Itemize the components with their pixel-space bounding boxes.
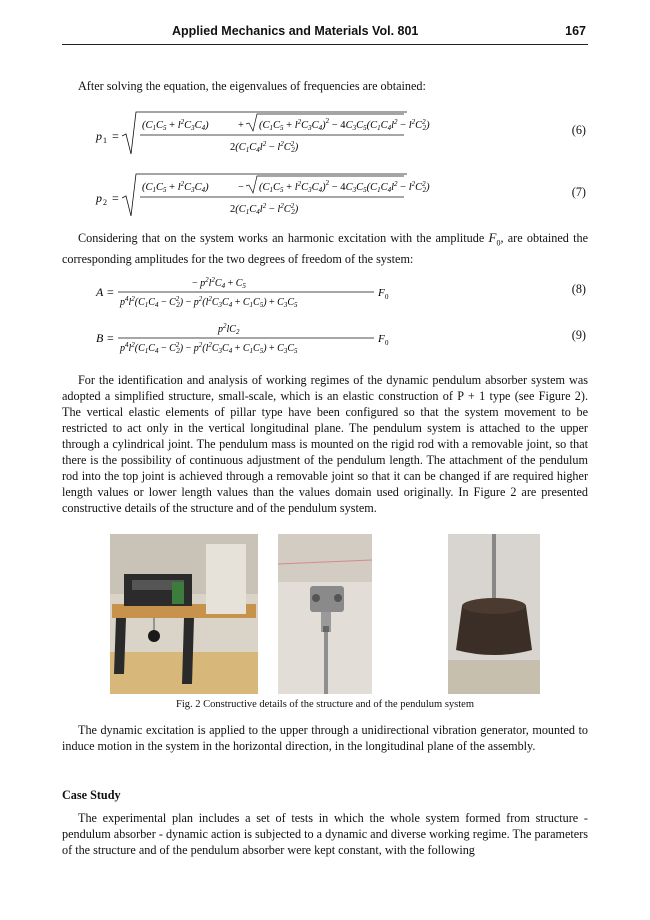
photo-joint xyxy=(278,534,372,694)
equation-6-number: (6) xyxy=(571,123,586,137)
paragraph-dynamic-excitation: The dynamic excitation is applied to the upper through a unidirectional vibration generator, mounted to induce motion in the system in the horizontal direction, in the longitudinal plane of the assembly. xyxy=(62,723,588,753)
svg-text:p4l2(C1C4 − C22) − p2(l2C3C4 +: $p^4l^2(C_1C_4 - C^2$ $2) - p^2(l^2C_3C_4 + C_1C_5) + C_3C_5$ xyxy=(120,341,298,355)
svg-text:0: 0 xyxy=(385,293,389,301)
figure-caption: Fig. 2 Constructive details of the structure and of the pendulum system xyxy=(175,699,475,710)
eq8-lhs: A xyxy=(96,285,104,299)
eq9-lhs: B xyxy=(96,331,104,345)
pendulum-mass-photo-illustration xyxy=(448,534,540,694)
equation-8-formula xyxy=(62,276,482,312)
structure-photo-illustration xyxy=(110,534,258,694)
svg-text:2(C1C4l2 − l2C22): $2(C1C4l^2 - l^2C^2$ 2) xyxy=(230,202,299,216)
paragraph-experimental-plan: The experimental plan includes a set of tests in which the whole system formed from structure - pendulum absorber - dynamic action is subjected to a dynamic and diverse working regime. The parameters of the structure and of the pendulum absorber were kept constant, with the following xyxy=(62,811,588,857)
equation-9-formula xyxy=(62,322,482,358)
svg-text:2: 2 xyxy=(103,198,107,207)
eq6-sign: + xyxy=(238,120,244,131)
svg-text:(C1C5 + l2C3C4): $(C1C5 + l^2C3C4)$ xyxy=(142,180,209,194)
svg-text:2(C1C4l2 − l2C22): $2(C1C4l^2 - l^2C^2$ 2) xyxy=(230,140,299,154)
svg-text:=: = xyxy=(112,191,119,205)
paragraph-harmonic-excitation: Considering that on the system works an harmonic excitation with the amplitude $F_0$, are obtained the corresponding amplitudes for the two degrees of freedom of the system: xyxy=(62,230,589,267)
equation-9 xyxy=(62,322,588,358)
equation-7-formula xyxy=(62,170,482,222)
equation-8-number: (8) xyxy=(571,282,586,296)
svg-text:F: F xyxy=(378,287,385,299)
svg-text:1: 1 xyxy=(103,136,107,145)
journal-title: Applied Mechanics and Materials Vol. 801 xyxy=(172,24,419,38)
svg-text:p4l2(C1C4 − C22) − p2(l2C3C4 +: $p^4l^2(C_1C_4 - C^2$ $2) - p^2(l^2C_3C_4 + C_1C_5) + C_3C_5$ xyxy=(120,295,298,309)
photo-structure xyxy=(110,534,258,694)
equation-6-formula xyxy=(62,108,482,160)
eq6-lhs: p xyxy=(96,129,102,143)
svg-text:(C1C5 + l2C3C4)2 − 4C3C5(C1C4l: $(C1C5 + l^2C3C4)^2 - 4C3C5(C1C4l^2 - l^2C^2$ 2) xyxy=(259,179,430,194)
equation-8 xyxy=(62,276,588,312)
svg-text:=: = xyxy=(107,331,114,345)
svg-text:(C1C5 + l2C3C4)2 − 4C3C5(C1C4l: $(C1C5 + l^2C3C4)^2 - 4C3C5(C1C4l^2 - l^2C^2$ 2) xyxy=(259,117,430,132)
equation-9-number: (9) xyxy=(571,328,586,342)
photo-pendulum-mass xyxy=(448,534,540,694)
running-header xyxy=(62,22,588,45)
eq7-lhs: p xyxy=(96,191,102,205)
svg-text:F: F xyxy=(378,333,385,345)
equation-6 xyxy=(62,108,588,160)
equation-7-number: (7) xyxy=(571,185,586,199)
svg-text:0: 0 xyxy=(385,339,389,347)
eq7-sign: − xyxy=(238,182,244,193)
svg-text:(C1C5 + l2C3C4): $(C1C5 + l^2C3C4)$ xyxy=(142,118,209,132)
page-number: 167 xyxy=(565,24,586,38)
svg-text:=: = xyxy=(107,285,114,299)
equation-7 xyxy=(62,170,588,222)
section-heading-case-study: Case Study xyxy=(62,788,121,802)
svg-text:− p2l2C4 + C5: − $p^2l^2C_4 + C_5$ xyxy=(192,276,246,290)
joint-photo-illustration xyxy=(278,534,372,694)
paragraph-structure-description: For the identification and analysis of working regimes of the dynamic pendulum absorber system was adopted a simplified structure, small-scale, which is an elastic construction of P + 1 type (see Figure 2). The vertical elastic elements of pillar type have been configured so that the system movement to be restricted to act only in the vertical longitudinal plane. The pendulum system is attached to the upper through a cylindrical joint. The pendulum mass is mounted on the rigid rod with a removable joint, so that there is the possibility of continuous adjustment of the pendulum length. The attachment of the pendulum rod into the top joint is achieved through a removable joint so that it can be changed if are required higher length values or lower length values than the values domain used originally. In Figure 2 are presented constructive details of the structure and of the pendulum system. xyxy=(62,373,588,515)
svg-text:p2lC2: $p^2lC_2$ xyxy=(218,322,240,336)
svg-text:=: = xyxy=(112,129,119,143)
paragraph-eigenvalues-intro: After solving the equation, the eigenvalues of frequencies are obtained: xyxy=(78,79,426,93)
